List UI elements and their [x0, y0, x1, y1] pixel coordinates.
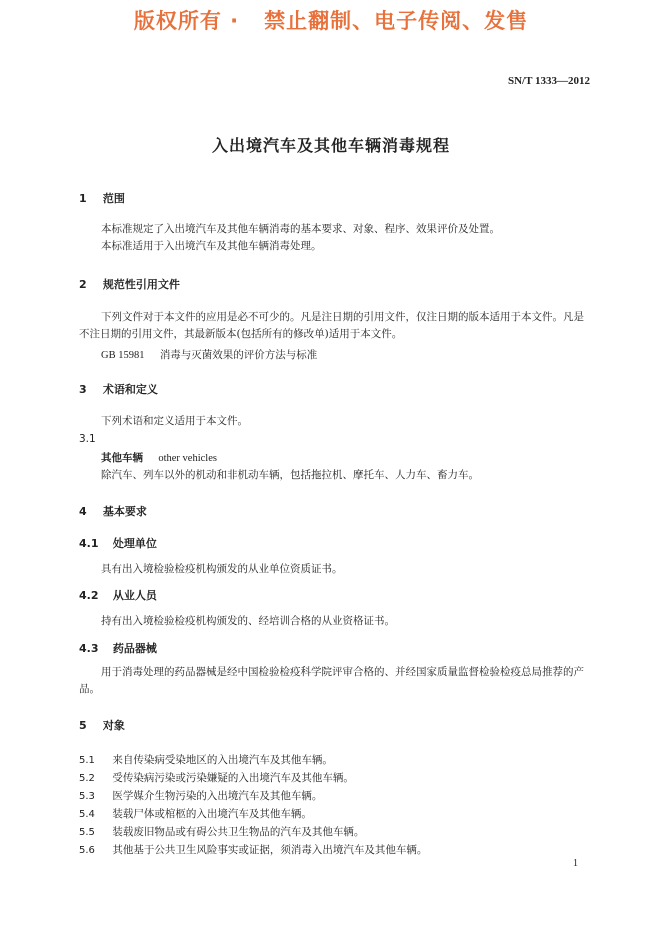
term-chinese: 其他车辆 [101, 452, 143, 464]
list-item [79, 842, 427, 857]
subsection-4-2-heading [79, 587, 157, 603]
list-item [79, 806, 312, 821]
item-text: 来自传染病受染地区的入出境汽车及其他车辆。 [112, 754, 333, 766]
section-3-heading [79, 381, 158, 397]
section-number: 3 [79, 383, 87, 396]
item-text: 受传染病污染或污染嫌疑的入出境汽车及其他车辆。 [112, 772, 354, 784]
copyright-watermark: 版权所有 · 禁止翻制、电子传阅、发售 [133, 9, 529, 33]
subsection-4-3-text: 用于消毒处理的药品器械是经中国检验检疫科学院评审合格的、并经国家质量监督检验检疫总局推荐的产品。 [79, 666, 584, 695]
section-number: 2 [79, 278, 87, 291]
item-text: 医学媒介生物污染的入出境汽车及其他车辆。 [112, 790, 323, 802]
section-title: 范围 [102, 192, 125, 205]
section-2-heading [79, 276, 180, 292]
section-title: 术语和定义 [102, 383, 158, 396]
section-title: 规范性引用文件 [102, 278, 180, 291]
subsection-4-3-heading [79, 640, 157, 656]
list-item [79, 752, 333, 767]
section-1-para-2: 本标准适用于入出境汽车及其他车辆消毒处理。 [101, 240, 322, 252]
item-text: 装载尸体或棺柩的入出境汽车及其他车辆。 [112, 808, 312, 820]
term-english: other vehicles [158, 453, 217, 464]
list-item [79, 824, 364, 839]
normative-reference [101, 347, 317, 362]
clause-number: 3.1 [79, 433, 96, 445]
item-number: 5.1 [79, 755, 95, 766]
subsection-number: 4.3 [79, 642, 99, 655]
document-title: 入出境汽车及其他车辆消毒规程 [211, 136, 450, 155]
section-title: 对象 [102, 719, 125, 732]
subsection-4-2-text: 持有出入境检验检疫机构颁发的、经培训合格的从业资格证书。 [101, 615, 395, 627]
subsection-4-1-heading [79, 535, 157, 551]
item-number: 5.4 [79, 809, 95, 820]
subsection-title: 从业人员 [112, 589, 157, 602]
subsection-4-1-text: 具有出入境检验检疫机构颁发的从业单位资质证书。 [101, 563, 343, 575]
term-definition: 除汽车、列车以外的机动和非机动车辆，包括拖拉机、摩托车、人力车、畜力车。 [101, 469, 479, 481]
subsection-title: 药品器械 [112, 642, 157, 655]
subsection-title: 处理单位 [112, 537, 157, 550]
item-number: 5.5 [79, 827, 95, 838]
list-item [79, 788, 322, 803]
section-2-para-1: 下列文件对于本文件的应用是必不可少的。凡是注日期的引用文件，仅注日期的版本适用于本文件。凡是不注日期的引用文件，其最新版本(包括所有的修改单)适用于本文件。 [79, 311, 584, 340]
page-number: 1 [573, 858, 578, 869]
item-text: 其他基于公共卫生风险事实或证据，须消毒入出境汽车及其他车辆。 [112, 844, 428, 856]
standard-number: SN/T 1333—2012 [507, 75, 590, 87]
section-number: 1 [79, 192, 87, 205]
section-1-para-1: 本标准规定了入出境汽车及其他车辆消毒的基本要求、对象、程序、效果评价及处置。 [101, 223, 500, 235]
section-4-heading [79, 503, 147, 519]
term-entry [101, 450, 217, 465]
section-5-heading [79, 717, 125, 733]
reference-title: 消毒与灭菌效果的评价方法与标准 [159, 349, 318, 361]
item-number: 5.2 [79, 773, 95, 784]
section-number: 4 [79, 505, 87, 518]
subsection-number: 4.1 [79, 537, 99, 550]
item-number: 5.3 [79, 791, 95, 802]
subsection-number: 4.2 [79, 589, 99, 602]
list-item [79, 770, 354, 785]
section-1-heading [79, 190, 125, 206]
section-3-para-1: 下列术语和定义适用于本文件。 [101, 415, 248, 427]
reference-code: GB 15981 [101, 350, 145, 361]
section-title: 基本要求 [102, 505, 147, 518]
item-text: 装载废旧物品或有碍公共卫生物品的汽车及其他车辆。 [112, 826, 365, 838]
item-number: 5.6 [79, 845, 95, 856]
section-number: 5 [79, 719, 87, 732]
